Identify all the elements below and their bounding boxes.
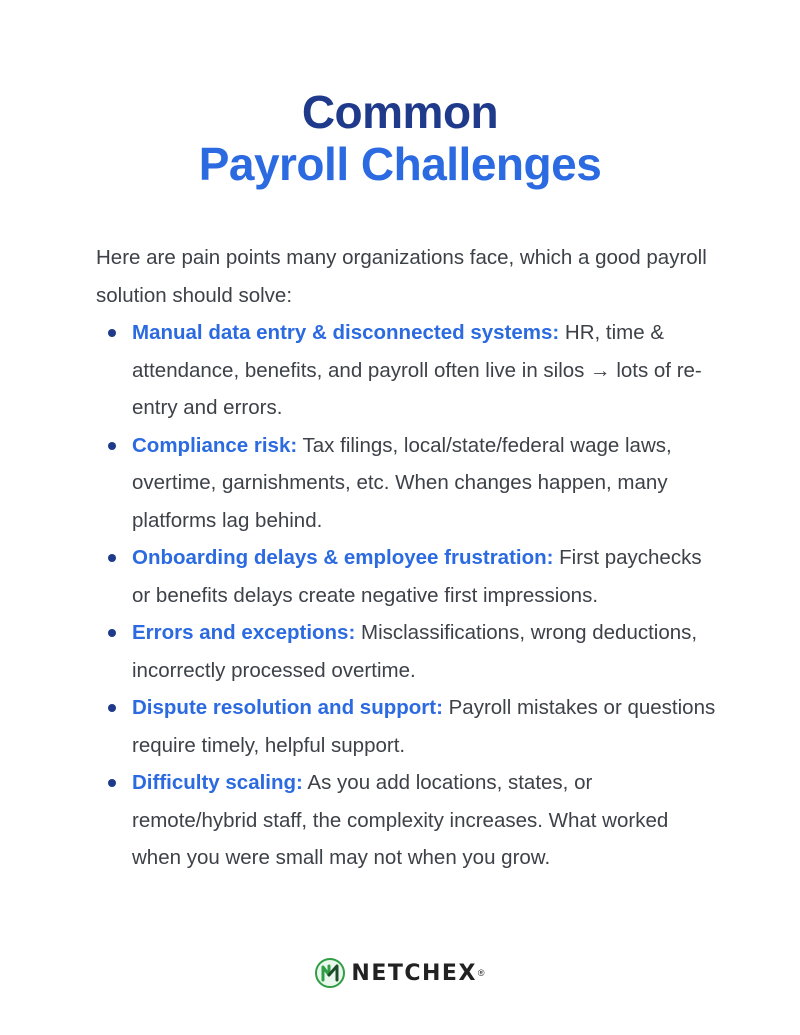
list-item bbox=[132, 689, 716, 764]
list-item-term: Manual data entry & disconnected systems: bbox=[132, 321, 560, 344]
intro-paragraph: Here are pain points many organizations face, which a good payroll solution should solve: bbox=[96, 246, 707, 307]
list-item-text: Payroll mistakes or questions require timely, helpful support. bbox=[132, 696, 716, 757]
title-line-1: Common bbox=[301, 86, 499, 138]
registered-mark: ® bbox=[477, 968, 485, 978]
list-item bbox=[132, 427, 716, 540]
list-item-text: As you add locations, states, or remote/hybrid staff, the complexity increases. What worked when you were small may not when you grow. bbox=[132, 771, 669, 869]
list-item-term: Onboarding delays & employee frustration: bbox=[132, 546, 554, 569]
page-title bbox=[0, 86, 800, 190]
challenge-list bbox=[96, 314, 716, 877]
list-item-term: Difficulty scaling: bbox=[132, 771, 303, 794]
list-item-term: Compliance risk: bbox=[132, 433, 298, 457]
list-item-text: First paychecks or benefits delays create negative first impressions. bbox=[132, 546, 702, 607]
logo-wordmark: NETCHEX bbox=[351, 960, 477, 986]
list-item-term: Errors and exceptions: bbox=[132, 621, 356, 644]
list-item-text: Misclassifications, wrong deductions, incorrectly processed overtime. bbox=[132, 621, 698, 682]
content-body bbox=[96, 239, 716, 877]
list-item bbox=[132, 314, 716, 427]
list-item-text: HR, time & attendance, benefits, and payroll often live in silos → lots of re-entry and errors. bbox=[132, 321, 702, 419]
list-item bbox=[132, 764, 716, 877]
title-line-2: Payroll Challenges bbox=[198, 138, 602, 190]
list-item bbox=[132, 614, 716, 689]
netchex-n-icon bbox=[315, 958, 345, 988]
footer-logo bbox=[0, 955, 800, 991]
list-item-text: Tax filings, local/state/federal wage laws, overtime, garnishments, etc. When changes happen, many platforms lag behind. bbox=[132, 433, 672, 532]
list-item bbox=[132, 539, 716, 614]
list-item-term: Dispute resolution and support: bbox=[132, 696, 443, 719]
